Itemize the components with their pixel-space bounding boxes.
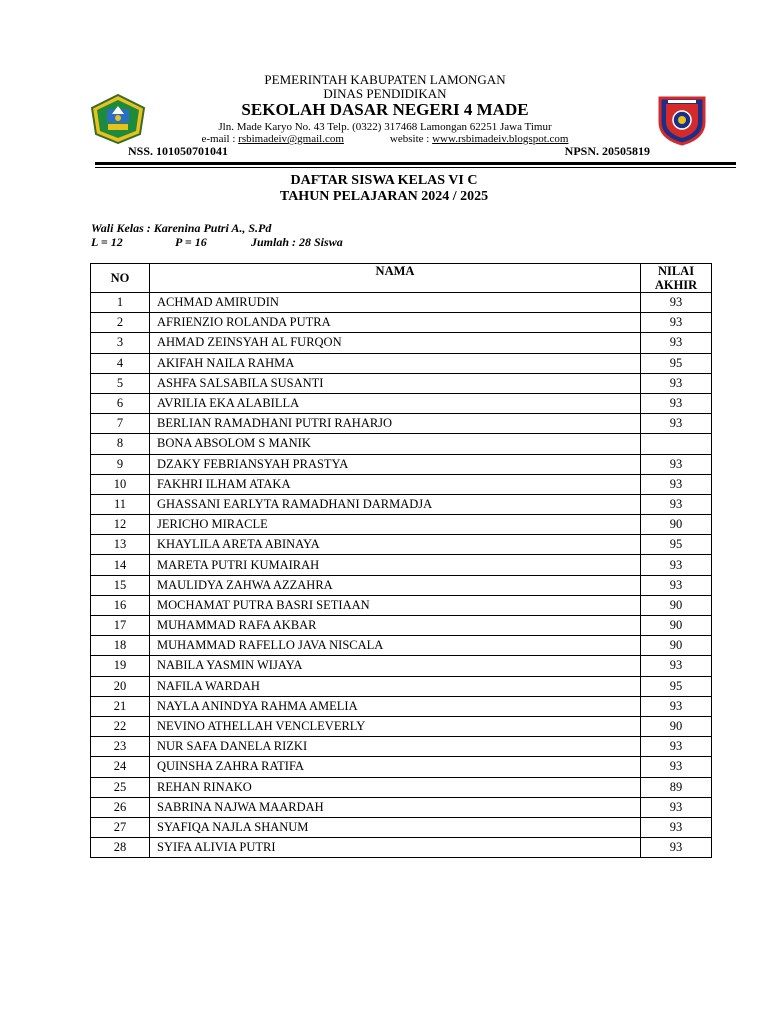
table-row bbox=[91, 555, 712, 575]
student-name: AHMAD ZEINSYAH AL FURQON bbox=[150, 333, 641, 353]
row-number: 27 bbox=[91, 817, 150, 837]
table-row bbox=[91, 757, 712, 777]
table-row bbox=[91, 535, 712, 555]
final-score: 93 bbox=[641, 575, 712, 595]
final-score: 90 bbox=[641, 716, 712, 736]
table-row bbox=[91, 515, 712, 535]
table-row bbox=[91, 838, 712, 858]
final-score: 95 bbox=[641, 535, 712, 555]
row-number: 1 bbox=[91, 293, 150, 313]
student-name: JERICHO MIRACLE bbox=[150, 515, 641, 535]
row-number: 18 bbox=[91, 636, 150, 656]
document-title: DAFTAR SISWA KELAS VI C bbox=[290, 173, 478, 188]
final-score: 93 bbox=[641, 393, 712, 413]
regency-emblem-icon bbox=[90, 94, 146, 144]
student-counts bbox=[91, 235, 343, 250]
student-name: QUINSHA ZAHRA RATIFA bbox=[150, 757, 641, 777]
final-score: 93 bbox=[641, 313, 712, 333]
table-row bbox=[91, 353, 712, 373]
table-row bbox=[91, 373, 712, 393]
student-name: DZAKY FEBRIANSYAH PRASTYA bbox=[150, 454, 641, 474]
final-score: 90 bbox=[641, 636, 712, 656]
email-link[interactable]: rsbimadeiv@gmail.com bbox=[238, 133, 344, 145]
student-name: ASHFA SALSABILA SUSANTI bbox=[150, 373, 641, 393]
website-link[interactable]: www.rsbimadeiv.blogspot.com bbox=[432, 133, 569, 145]
nss-number: NSS. 101050701041 bbox=[128, 144, 229, 158]
government-line: PEMERINTAH KABUPATEN LAMONGAN bbox=[264, 72, 506, 87]
final-score: 93 bbox=[641, 414, 712, 434]
letterhead-divider-thick bbox=[95, 162, 736, 165]
row-number: 15 bbox=[91, 575, 150, 595]
row-number: 23 bbox=[91, 737, 150, 757]
row-number: 2 bbox=[91, 313, 150, 333]
row-number: 9 bbox=[91, 454, 150, 474]
row-number: 13 bbox=[91, 535, 150, 555]
final-score: 93 bbox=[641, 333, 712, 353]
final-score: 93 bbox=[641, 838, 712, 858]
table-row bbox=[91, 616, 712, 636]
student-name: NUR SAFA DANELA RIZKI bbox=[150, 737, 641, 757]
final-score: 93 bbox=[641, 293, 712, 313]
student-rows bbox=[91, 293, 712, 858]
table-row bbox=[91, 434, 712, 454]
student-name: AFRIENZIO ROLANDA PUTRA bbox=[150, 313, 641, 333]
row-number: 11 bbox=[91, 494, 150, 514]
email-label: e-mail : bbox=[201, 133, 239, 145]
final-score: 89 bbox=[641, 777, 712, 797]
final-score: 93 bbox=[641, 454, 712, 474]
student-name: SYAFIQA NAJLA SHANUM bbox=[150, 817, 641, 837]
student-name: FAKHRI ILHAM ATAKA bbox=[150, 474, 641, 494]
table-row bbox=[91, 636, 712, 656]
row-number: 12 bbox=[91, 515, 150, 535]
final-score: 93 bbox=[641, 474, 712, 494]
letterhead bbox=[0, 70, 768, 170]
student-name: MAULIDYA ZAHWA AZZAHRA bbox=[150, 575, 641, 595]
student-name: BERLIAN RAMADHANI PUTRI RAHARJO bbox=[150, 414, 641, 434]
final-score bbox=[641, 434, 712, 454]
student-name: SABRINA NAJWA MAARDAH bbox=[150, 797, 641, 817]
male-count: L = 12 bbox=[91, 235, 123, 249]
table-header-row bbox=[91, 264, 712, 293]
row-number: 8 bbox=[91, 434, 150, 454]
total-count: Jumlah : 28 Siswa bbox=[251, 235, 343, 249]
academic-year: TAHUN PELAJARAN 2024 / 2025 bbox=[279, 189, 489, 204]
row-number: 21 bbox=[91, 696, 150, 716]
student-name: MOCHAMAT PUTRA BASRI SETIAAN bbox=[150, 595, 641, 615]
row-number: 28 bbox=[91, 838, 150, 858]
letterhead-divider-thin bbox=[95, 167, 736, 168]
row-number: 4 bbox=[91, 353, 150, 373]
table-row bbox=[91, 293, 712, 313]
table-row bbox=[91, 313, 712, 333]
row-number: 24 bbox=[91, 757, 150, 777]
final-score: 95 bbox=[641, 676, 712, 696]
table-row bbox=[91, 656, 712, 676]
website-label: website : bbox=[389, 133, 433, 145]
student-name: MUHAMMAD RAFA AKBAR bbox=[150, 616, 641, 636]
student-name: KHAYLILA ARETA ABINAYA bbox=[150, 535, 641, 555]
table-row bbox=[91, 737, 712, 757]
final-score: 93 bbox=[641, 494, 712, 514]
nilai-header-line1: NILAI bbox=[657, 264, 695, 278]
row-number: 17 bbox=[91, 616, 150, 636]
row-number: 7 bbox=[91, 414, 150, 434]
department-line: DINAS PENDIDIKAN bbox=[323, 86, 447, 101]
student-name: GHASSANI EARLYTA RAMADHANI DARMADJA bbox=[150, 494, 641, 514]
column-header-no: NO bbox=[91, 264, 150, 293]
student-name: MUHAMMAD RAFELLO JAVA NISCALA bbox=[150, 636, 641, 656]
school-address: Jln. Made Karyo No. 43 Telp. (0322) 317468 Lamongan 62251 Jawa Timur bbox=[218, 121, 552, 133]
final-score: 93 bbox=[641, 373, 712, 393]
school-badge-icon bbox=[656, 92, 708, 146]
table-row bbox=[91, 414, 712, 434]
table-row bbox=[91, 393, 712, 413]
table-row bbox=[91, 817, 712, 837]
row-number: 19 bbox=[91, 656, 150, 676]
student-name: AVRILIA EKA ALABILLA bbox=[150, 393, 641, 413]
table-row bbox=[91, 575, 712, 595]
table-row bbox=[91, 333, 712, 353]
final-score: 93 bbox=[641, 817, 712, 837]
final-score: 90 bbox=[641, 515, 712, 535]
column-header-nilai bbox=[641, 264, 712, 293]
row-number: 14 bbox=[91, 555, 150, 575]
final-score: 93 bbox=[641, 696, 712, 716]
npsn-number: NPSN. 20505819 bbox=[564, 144, 650, 158]
student-name: AKIFAH NAILA RAHMA bbox=[150, 353, 641, 373]
school-name: SEKOLAH DASAR NEGERI 4 MADE bbox=[241, 100, 529, 119]
female-count: P = 16 bbox=[175, 235, 207, 249]
student-name: BONA ABSOLOM S MANIK bbox=[150, 434, 641, 454]
student-table bbox=[90, 263, 712, 858]
final-score: 93 bbox=[641, 797, 712, 817]
final-score: 93 bbox=[641, 656, 712, 676]
final-score: 93 bbox=[641, 737, 712, 757]
student-name: NEVINO ATHELLAH VENCLEVERLY bbox=[150, 716, 641, 736]
table-row bbox=[91, 595, 712, 615]
final-score: 90 bbox=[641, 616, 712, 636]
student-name: NAYLA ANINDYA RAHMA AMELIA bbox=[150, 696, 641, 716]
row-number: 10 bbox=[91, 474, 150, 494]
row-number: 16 bbox=[91, 595, 150, 615]
row-number: 25 bbox=[91, 777, 150, 797]
homeroom-teacher: Wali Kelas : Karenina Putri A., S.Pd bbox=[91, 221, 272, 235]
row-number: 22 bbox=[91, 716, 150, 736]
student-name: REHAN RINAKO bbox=[150, 777, 641, 797]
student-name: NABILA YASMIN WIJAYA bbox=[150, 656, 641, 676]
table-row bbox=[91, 777, 712, 797]
final-score: 95 bbox=[641, 353, 712, 373]
row-number: 3 bbox=[91, 333, 150, 353]
final-score: 93 bbox=[641, 555, 712, 575]
student-name: NAFILA WARDAH bbox=[150, 676, 641, 696]
row-number: 5 bbox=[91, 373, 150, 393]
table-row bbox=[91, 474, 712, 494]
row-number: 26 bbox=[91, 797, 150, 817]
table-row bbox=[91, 696, 712, 716]
table-row bbox=[91, 797, 712, 817]
final-score: 90 bbox=[641, 595, 712, 615]
table-row bbox=[91, 454, 712, 474]
student-name: MARETA PUTRI KUMAIRAH bbox=[150, 555, 641, 575]
table-row bbox=[91, 494, 712, 514]
column-header-nama: NAMA bbox=[150, 264, 641, 293]
row-number: 6 bbox=[91, 393, 150, 413]
final-score: 93 bbox=[641, 757, 712, 777]
table-row bbox=[91, 716, 712, 736]
student-name: ACHMAD AMIRUDIN bbox=[150, 293, 641, 313]
student-name: SYIFA ALIVIA PUTRI bbox=[150, 838, 641, 858]
row-number: 20 bbox=[91, 676, 150, 696]
nilai-header-line2: AKHIR bbox=[654, 278, 698, 292]
table-row bbox=[91, 676, 712, 696]
